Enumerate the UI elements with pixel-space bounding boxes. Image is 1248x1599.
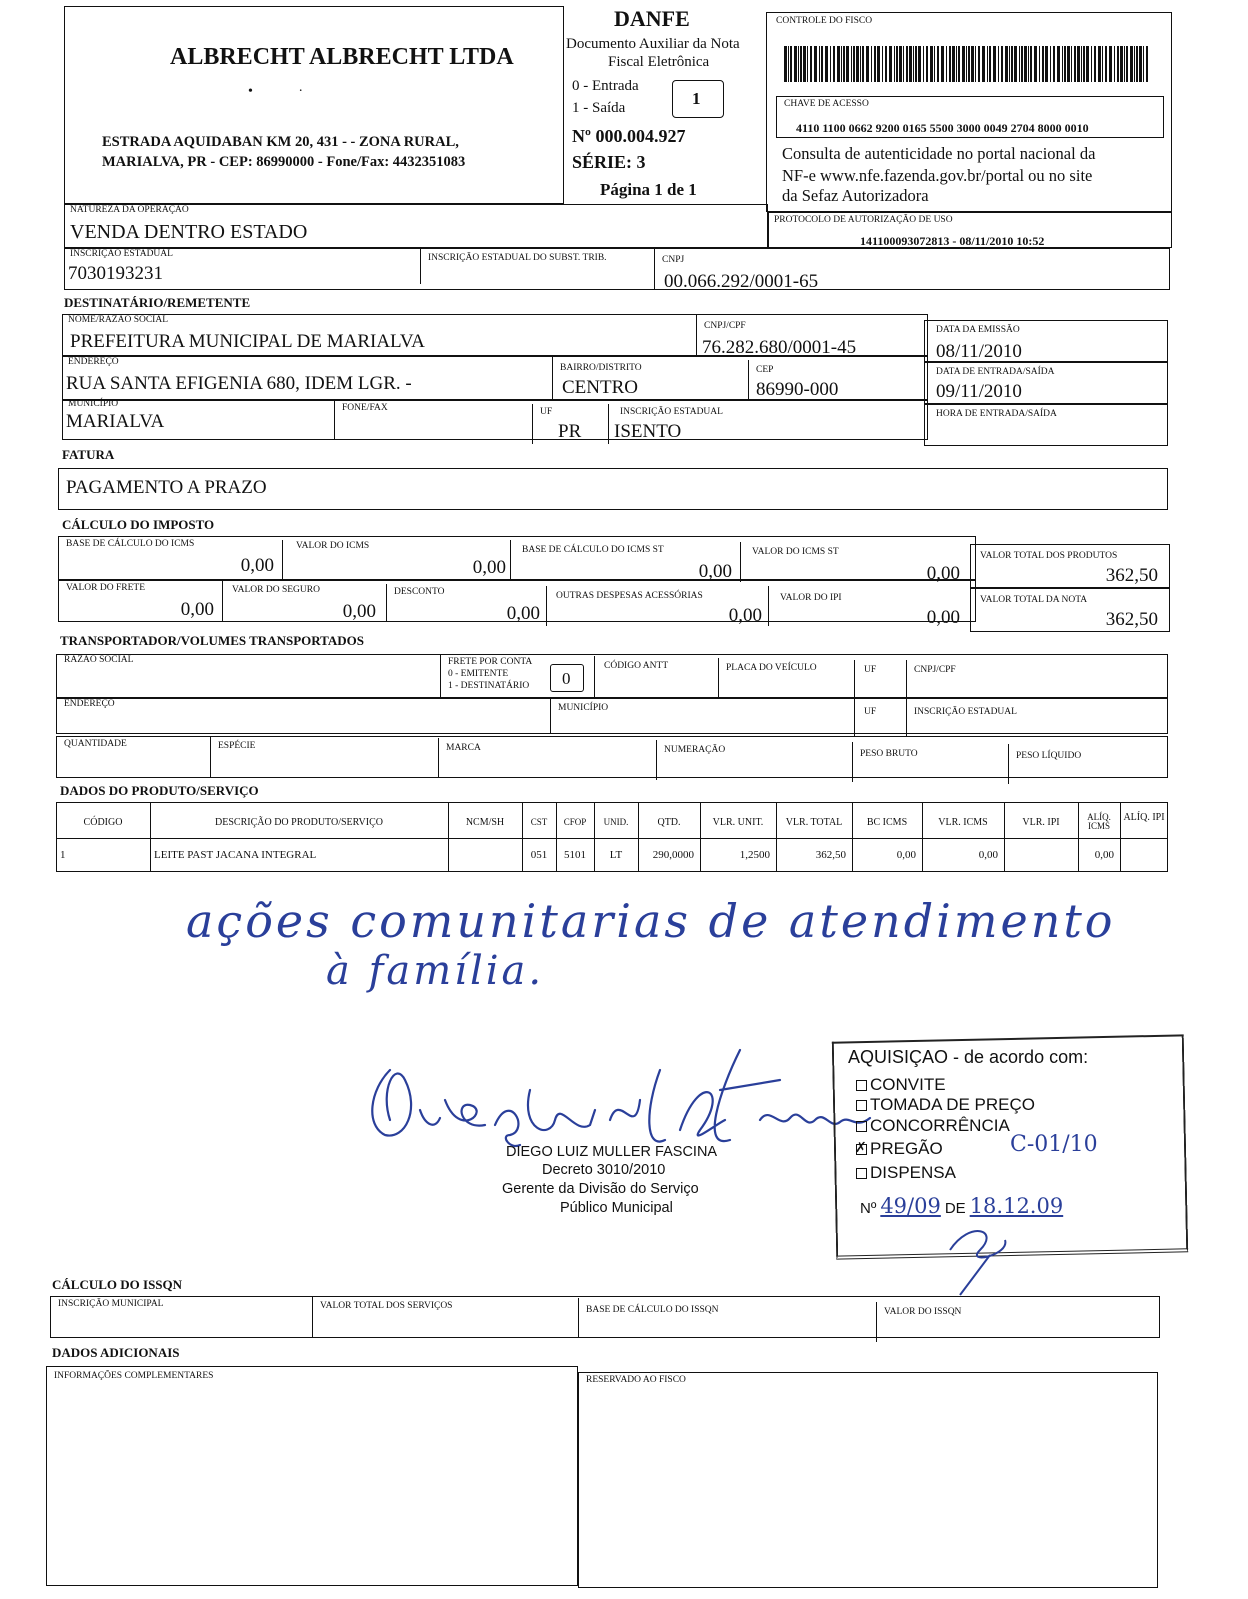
divider: [608, 404, 609, 444]
fisco-reserved-box: [578, 1372, 1158, 1588]
hora-label: HORA DE ENTRADA/SAÍDA: [936, 409, 1057, 419]
signer-dept: Público Municipal: [560, 1200, 673, 1216]
divider: [550, 698, 551, 734]
outras-label: OUTRAS DESPESAS ACESSÓRIAS: [556, 591, 703, 601]
stamp-opt4-hand: C-01/10: [1010, 1132, 1098, 1157]
column-header: VLR. ICMS: [938, 817, 988, 828]
transp-uf2-label: UF: [864, 707, 877, 717]
desconto-value: 0,00: [506, 603, 540, 624]
divider: [776, 802, 777, 872]
dest-fone-label: FONE/FAX: [342, 403, 388, 413]
column-header: ALÍQ. ICMS: [1087, 812, 1111, 832]
divider: [1008, 744, 1009, 784]
consulta-1: Consulta de autenticidade no portal nacional da: [782, 144, 1096, 163]
transp-antt-label: CÓDIGO ANTT: [604, 661, 669, 671]
transp-cnpj-label: CNPJ/CPF: [914, 665, 956, 675]
adicionais-section: DADOS ADICIONAIS: [52, 1345, 180, 1360]
stamp-opt4: [856, 1140, 943, 1157]
frete-value: 0,00: [180, 599, 214, 620]
seguro-label: VALOR DO SEGURO: [232, 585, 320, 595]
destinatario-section: DESTINATÁRIO/REMETENTE: [64, 295, 251, 310]
transp-placa-label: PLACA DO VEÍCULO: [726, 663, 817, 673]
controle-label: CONTROLE DO FISCO: [776, 16, 873, 26]
stamp-opt3-label: CONCORRÊNCIA: [870, 1116, 1010, 1135]
divider: [438, 738, 439, 778]
stamp-opt5: [856, 1164, 956, 1181]
transp-peso-liquido-label: PESO LÍQUIDO: [1016, 751, 1082, 761]
divider: [654, 248, 655, 290]
base-st-label: BASE DE CÁLCULO DO ICMS ST: [522, 545, 664, 555]
emitente-box: [64, 6, 564, 204]
issqn-base-label: BASE DE CÁLCULO DO ISSQN: [586, 1305, 719, 1315]
ipi-value: 0,00: [926, 607, 960, 628]
company-address: ESTRADA AQUIDABAN KM 20, 431 - - ZONA RURAL,: [102, 134, 459, 150]
base-st-value: 0,00: [698, 561, 732, 582]
column-header: UNID.: [603, 817, 629, 827]
issqn-im-label: INSCRIÇÃO MUNICIPAL: [58, 1299, 164, 1309]
checkbox-icon: [856, 1121, 867, 1132]
protocolo-label: PROTOCOLO DE AUTORIZAÇÃO DE USO: [774, 215, 953, 225]
danfe-sub2: Fiscal Eletrônica: [608, 54, 710, 70]
saida-label: 1 - Saída: [572, 100, 626, 116]
divider: [334, 400, 335, 440]
stamp-opt1: [856, 1076, 946, 1093]
divider: [440, 654, 441, 698]
column-header: CFOP: [563, 817, 587, 827]
divider: [210, 736, 211, 778]
transp-frete-label: FRETE POR CONTA: [448, 657, 533, 667]
handwritten-note-line2: à família.: [326, 948, 545, 994]
signer-name: DIEGO LUIZ MULLER FASCINA: [506, 1144, 718, 1160]
stamp-opt2-label: TOMADA DE PREÇO: [870, 1095, 1035, 1114]
stamp-data-hand: 18.12.09: [969, 1194, 1064, 1218]
transp-municipio-label: MUNICÍPIO: [558, 703, 609, 713]
dest-nome-label: NOME/RAZÃO SOCIAL: [68, 315, 169, 325]
column-header: DESCRIÇÃO DO PRODUTO/SERVIÇO: [215, 817, 383, 828]
divider: [854, 700, 855, 736]
stamp-opt3: [856, 1117, 1010, 1134]
transportador-section: TRANSPORTADOR/VOLUMES TRANSPORTADOS: [60, 633, 365, 648]
dest-uf-value: PR: [558, 421, 582, 442]
signer-role: Gerente da Divisão do Serviço: [502, 1181, 699, 1197]
divider: [594, 656, 595, 698]
protocolo-value: 141100093072813 - 08/11/2010 10:52: [860, 234, 1045, 248]
divider: [638, 802, 639, 872]
dest-cep-value: 86990-000: [756, 379, 839, 400]
handwritten-note-line1: ações comunitarias de atendimento: [186, 894, 1116, 948]
stamp-opt2: [856, 1096, 1035, 1113]
column-header: CÓDIGO: [83, 817, 123, 828]
transp-frete-opt1: 1 - DESTINATÁRIO: [448, 681, 530, 691]
divider: [922, 802, 923, 872]
table-cell: 1,2500: [739, 849, 770, 861]
signer-decree: Decreto 3010/2010: [542, 1162, 666, 1178]
table-cell: 0,00: [896, 849, 916, 861]
transp-razao-label: RAZÃO SOCIAL: [64, 655, 134, 665]
consulta-2: NF-e www.nfe.fazenda.gov.br/portal ou no site: [782, 166, 1093, 185]
column-header: QTD.: [657, 817, 681, 828]
natureza-value: VENDA DENTRO ESTADO: [70, 221, 308, 243]
dest-endereco-label: ENDEREÇO: [68, 357, 119, 367]
issqn-valor-label: VALOR DO ISSQN: [884, 1307, 962, 1317]
divider: [768, 586, 769, 626]
stamp-de-label: DE: [944, 1200, 966, 1217]
divider: [906, 660, 907, 700]
dest-bairro-value: CENTRO: [562, 377, 638, 398]
divider: [906, 700, 907, 736]
transp-frete-opt0: 0 - EMITENTE: [448, 669, 509, 679]
valor-icms-label: VALOR DO ICMS: [296, 541, 370, 551]
dest-nome-value: PREFEITURA MUNICIPAL DE MARIALVA: [70, 331, 425, 352]
divider: [150, 802, 151, 872]
chave-value: 4110 1100 0662 9200 0165 5500 3000 0049 2704 8000 0010: [796, 121, 1089, 135]
fisco-reserved-label: RESERVADO AO FISCO: [586, 1375, 686, 1385]
dest-row3: [62, 400, 928, 440]
cnpj-label: CNPJ: [662, 255, 685, 265]
company-city: MARIALVA, PR - CEP: 86990000 - Fone/Fax: 4432351083: [102, 154, 466, 170]
transp-endereco-label: ENDEREÇO: [64, 699, 115, 709]
divider: [510, 540, 511, 580]
transp-especie-label: ESPÉCIE: [218, 741, 256, 751]
stamp-numero-prefix: Nº: [860, 1200, 877, 1217]
divider: [748, 360, 749, 400]
emissao-value: 08/11/2010: [936, 341, 1022, 362]
chave-label: CHAVE DE ACESSO: [784, 99, 869, 109]
emissao-label: DATA DA EMISSÃO: [936, 325, 1020, 335]
divider: [700, 802, 701, 872]
danfe-sub1: Documento Auxiliar da Nota: [566, 36, 740, 52]
nf-serie: SÉRIE: 3: [572, 152, 646, 172]
divider: [532, 404, 533, 444]
column-header: VLR. UNIT.: [712, 817, 764, 828]
column-header: ALÍQ. IPI: [1123, 812, 1165, 823]
total-nota-value: 362,50: [1105, 609, 1158, 630]
checkbox-icon: [856, 1080, 867, 1091]
dest-cnpj-label: CNPJ/CPF: [704, 321, 746, 331]
stamp-opt1-label: CONVITE: [870, 1075, 946, 1094]
nf-pagina: Página 1 de 1: [600, 180, 697, 199]
divider: [578, 1298, 579, 1338]
divider: [876, 1302, 877, 1342]
divider: [696, 314, 697, 356]
info-box: [46, 1366, 578, 1586]
column-header: BC ICMS: [866, 817, 908, 828]
produtos-section: DADOS DO PRODUTO/SERVIÇO: [60, 783, 259, 798]
total-prod-label: VALOR TOTAL DOS PRODUTOS: [980, 551, 1118, 561]
divider: [552, 356, 553, 400]
checked-box-icon: ✗: [855, 1139, 867, 1155]
barcode: [784, 46, 1154, 82]
table-cell: 290,0000: [652, 849, 694, 861]
divider: [522, 802, 523, 872]
imposto-section: CÁLCULO DO IMPOSTO: [62, 517, 215, 532]
divider: [448, 802, 449, 872]
ie-value: 7030193231: [68, 263, 163, 284]
divider: [852, 802, 853, 872]
dest-bairro-label: BAIRRO/DISTRITO: [560, 363, 642, 373]
table-cell: LEITE PAST JACANA INTEGRAL: [154, 849, 317, 861]
dest-municipio-value: MARIALVA: [66, 411, 165, 432]
table-cell: 1: [60, 849, 66, 861]
divider: [594, 802, 595, 872]
ipi-label: VALOR DO IPI: [780, 593, 842, 603]
base-icms-label: BASE DE CÁLCULO DO ICMS: [66, 539, 195, 549]
divider: [282, 540, 283, 580]
stamp-numero-hand: 49/09: [880, 1194, 941, 1218]
natureza-label: NATUREZA DA OPERAÇÃO: [70, 205, 189, 215]
fatura-value: PAGAMENTO A PRAZO: [66, 477, 267, 498]
divider: [556, 802, 557, 872]
stamp-opt4-label: PREGÃO: [870, 1139, 943, 1158]
desconto-label: DESCONTO: [394, 587, 445, 597]
tipo-value: 1: [692, 89, 701, 108]
issqn-box: [50, 1296, 1160, 1338]
column-header: VLR. IPI: [1022, 817, 1060, 828]
transp-marca-label: MARCA: [446, 743, 481, 753]
stamp-scribble: [940, 1210, 1040, 1300]
dest-uf-label: UF: [540, 407, 553, 417]
divider: [854, 660, 855, 700]
ie-st-label: INSCRIÇÃO ESTADUAL DO SUBST. TRIB.: [428, 253, 607, 263]
transp-uf-label: UF: [864, 665, 877, 675]
frete-label: VALOR DO FRETE: [66, 583, 145, 593]
column-header: VLR. TOTAL: [785, 817, 843, 828]
seguro-value: 0,00: [342, 601, 376, 622]
divider: [718, 658, 719, 698]
cnpj-value: 00.066.292/0001-65: [664, 271, 819, 292]
dest-endereco-value: RUA SANTA EFIGENIA 680, IDEM LGR. -: [66, 373, 412, 394]
transp-peso-bruto-label: PESO BRUTO: [860, 749, 918, 759]
stamp-title: AQUISIÇAO - de acordo com:: [848, 1047, 1089, 1067]
transp-numeracao-label: NUMERAÇÃO: [664, 745, 726, 755]
divider: [56, 838, 1168, 839]
entrada-label: 0 - Entrada: [572, 78, 639, 94]
ie-label: INSCRIÇÃO ESTADUAL: [70, 249, 173, 259]
ie-row-box: [64, 248, 1170, 290]
divider: [222, 580, 223, 622]
entrada-value: 09/11/2010: [936, 381, 1022, 402]
stamp-opt5-label: DISPENSA: [870, 1163, 956, 1182]
divider: [312, 1296, 313, 1338]
fatura-section: FATURA: [62, 447, 115, 462]
danfe-title: DANFE: [614, 6, 690, 31]
divider: [740, 542, 741, 582]
company-name: ALBRECHT ALBRECHT LTDA: [170, 44, 514, 70]
entrada-label: DATA DE ENTRADA/SAÍDA: [936, 367, 1055, 377]
divider: [852, 742, 853, 782]
dest-municipio-label: MUNICÍPIO: [68, 399, 119, 409]
table-cell: 362,50: [815, 849, 846, 861]
issqn-section: CÁLCULO DO ISSQN: [52, 1277, 183, 1292]
info-label: INFORMAÇÕES COMPLEMENTARES: [54, 1371, 214, 1381]
consulta-3: da Sefaz Autorizadora: [782, 186, 929, 205]
total-nota-label: VALOR TOTAL DA NOTA: [980, 595, 1088, 605]
table-cell: 0,00: [1094, 849, 1114, 861]
dest-cnpj-value: 76.282.680/0001-45: [702, 337, 857, 358]
dest-cep-label: CEP: [756, 365, 774, 375]
divider: [1004, 802, 1005, 872]
issqn-total-label: VALOR TOTAL DOS SERVIÇOS: [320, 1301, 453, 1311]
divider: [546, 586, 547, 626]
nf-number: Nº 000.004.927: [572, 126, 686, 146]
valor-st-label: VALOR DO ICMS ST: [752, 547, 839, 557]
checkbox-icon: [856, 1168, 867, 1179]
divider: [420, 248, 421, 284]
divider: [386, 584, 387, 622]
company-mark: • ·: [248, 84, 304, 99]
valor-st-value: 0,00: [926, 563, 960, 584]
base-icms-value: 0,00: [240, 555, 274, 576]
transp-ie-label: INSCRIÇÃO ESTADUAL: [914, 707, 1017, 717]
outras-value: 0,00: [728, 605, 762, 626]
produtos-table: [56, 802, 1168, 872]
divider: [656, 740, 657, 780]
table-cell: 0,00: [978, 849, 998, 861]
total-prod-value: 362,50: [1105, 565, 1158, 586]
valor-icms-value: 0,00: [472, 557, 506, 578]
column-header: CST: [530, 817, 548, 827]
checkbox-icon: [856, 1100, 867, 1111]
dest-ie-value: ISENTO: [614, 421, 682, 442]
transp-quantidade-label: QUANTIDADE: [64, 739, 127, 749]
table-cell: 051: [530, 849, 548, 861]
column-header: NCM/SH: [465, 817, 505, 828]
transp-frete-value: 0: [562, 669, 571, 688]
table-cell: LT: [609, 849, 623, 861]
table-cell: 5101: [564, 849, 586, 861]
dest-ie-label: INSCRIÇÃO ESTADUAL: [620, 407, 723, 417]
